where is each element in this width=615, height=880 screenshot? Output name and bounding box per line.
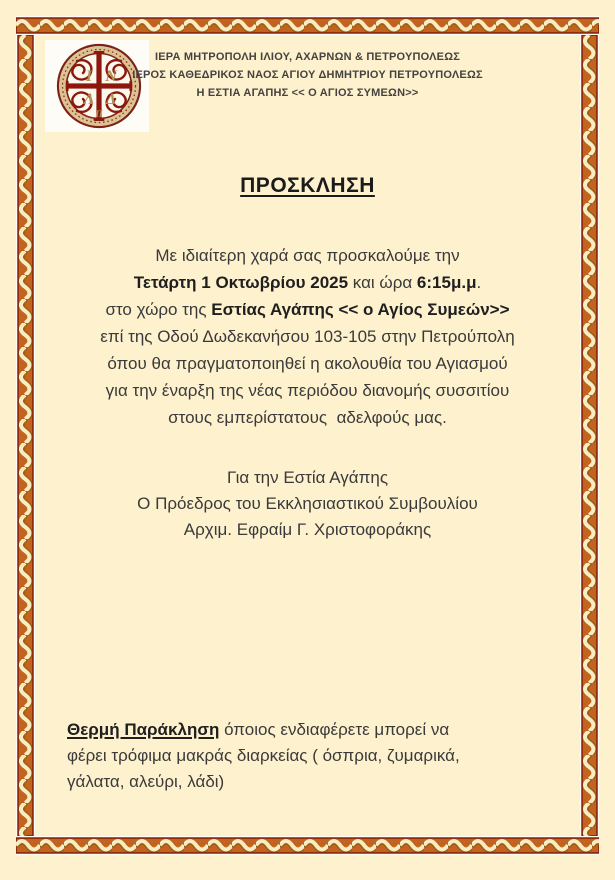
- request-line-3: γάλατα, αλεύρι, λάδι): [67, 772, 225, 791]
- event-date: Τετάρτη 1 Οκτωβρίου 2025: [133, 273, 349, 292]
- letterhead: [0, 48, 615, 102]
- svg-text:Π: Π: [95, 109, 103, 119]
- invitation-body: [30, 242, 585, 431]
- request-label: Θερμή Παράκληση: [67, 720, 220, 739]
- svg-text:Δ: Δ: [105, 91, 117, 108]
- venue-name: Εστίας Αγάπης << ο Αγίος Συμεών>>: [211, 300, 510, 319]
- body-line-7: στους εμπερίστατους αδελφούς μας.: [168, 408, 447, 427]
- request-line-1: Θερμή Παράκληση όποιος ενδιαφέρετε μπορεί να: [67, 720, 450, 739]
- body-line-6: για την έναρξη της νέας περιόδου διανομής συσσιτίου: [105, 381, 510, 400]
- body-line-5: όπου θα πραγματοποιηθεί η ακολουθία του Αγιασμού: [107, 354, 508, 373]
- letterhead-line-1: ΙΕΡΑ ΜΗΤΡΟΠΟΛΗ ΙΛΙΟΥ, ΑΧΑΡΝΩΝ & ΠΕΤΡΟΥΠΟΛΕΩΣ: [154, 51, 461, 63]
- border-ornament-bottom: [16, 836, 599, 855]
- letterhead-line-3: Η ΕΣΤΙΑ ΑΓΑΠΗΣ << Ο ΑΓΙΟΣ ΣΥΜΕΩΝ>>: [196, 87, 419, 99]
- body-line-2: Τετάρτη 1 Οκτωβρίου 2025 και ώρα 6:15μ.μ.: [133, 273, 482, 292]
- body-line-1: Με ιδιαίτερη χαρά σας προσκαλούμε την: [155, 246, 460, 265]
- request-note: [67, 717, 560, 795]
- svg-text:Ι: Ι: [85, 68, 93, 85]
- letterhead-line-2: ΙΕΡΟΣ ΚΑΘΕΔΡΙΚΟΣ ΝΑΟΣ ΑΓΙΟΥ ΔΗΜΗΤΡΙΟΥ ΠΕΤΡΟΥΠΟΛΕΩΣ: [132, 69, 483, 81]
- body-line-3: στο χώρο της Εστίας Αγάπης << ο Αγίος Συμεών>>: [105, 300, 510, 319]
- svg-text:Ν: Ν: [105, 68, 117, 85]
- closing-line-2: Ο Πρόεδρος του Εκκλησιαστικού Συμβουλίου: [137, 494, 478, 513]
- invitation-title: ΠΡΟΣΚΛΗΣΗ: [240, 174, 375, 197]
- svg-text:Λ: Λ: [83, 91, 95, 108]
- body-line-4: επί της Οδού Δωδεκανήσου 103-105 στην Πετρούπολη: [100, 327, 515, 346]
- closing-line-1: Για την Εστία Αγάπης: [226, 468, 389, 487]
- signature-block: [30, 465, 585, 543]
- border-ornament-left: [16, 35, 35, 836]
- request-line-2: φέρει τρόφιμα μακράς διαρκείας ( όσπρια, ζυμαρικά,: [67, 746, 460, 765]
- closing-line-3: Αρχιμ. Εφραίμ Γ. Χριστοφοράκης: [183, 520, 432, 539]
- border-ornament-top: [16, 16, 599, 35]
- event-time: 6:15μ.μ: [416, 273, 477, 292]
- border-ornament-right: [580, 35, 599, 836]
